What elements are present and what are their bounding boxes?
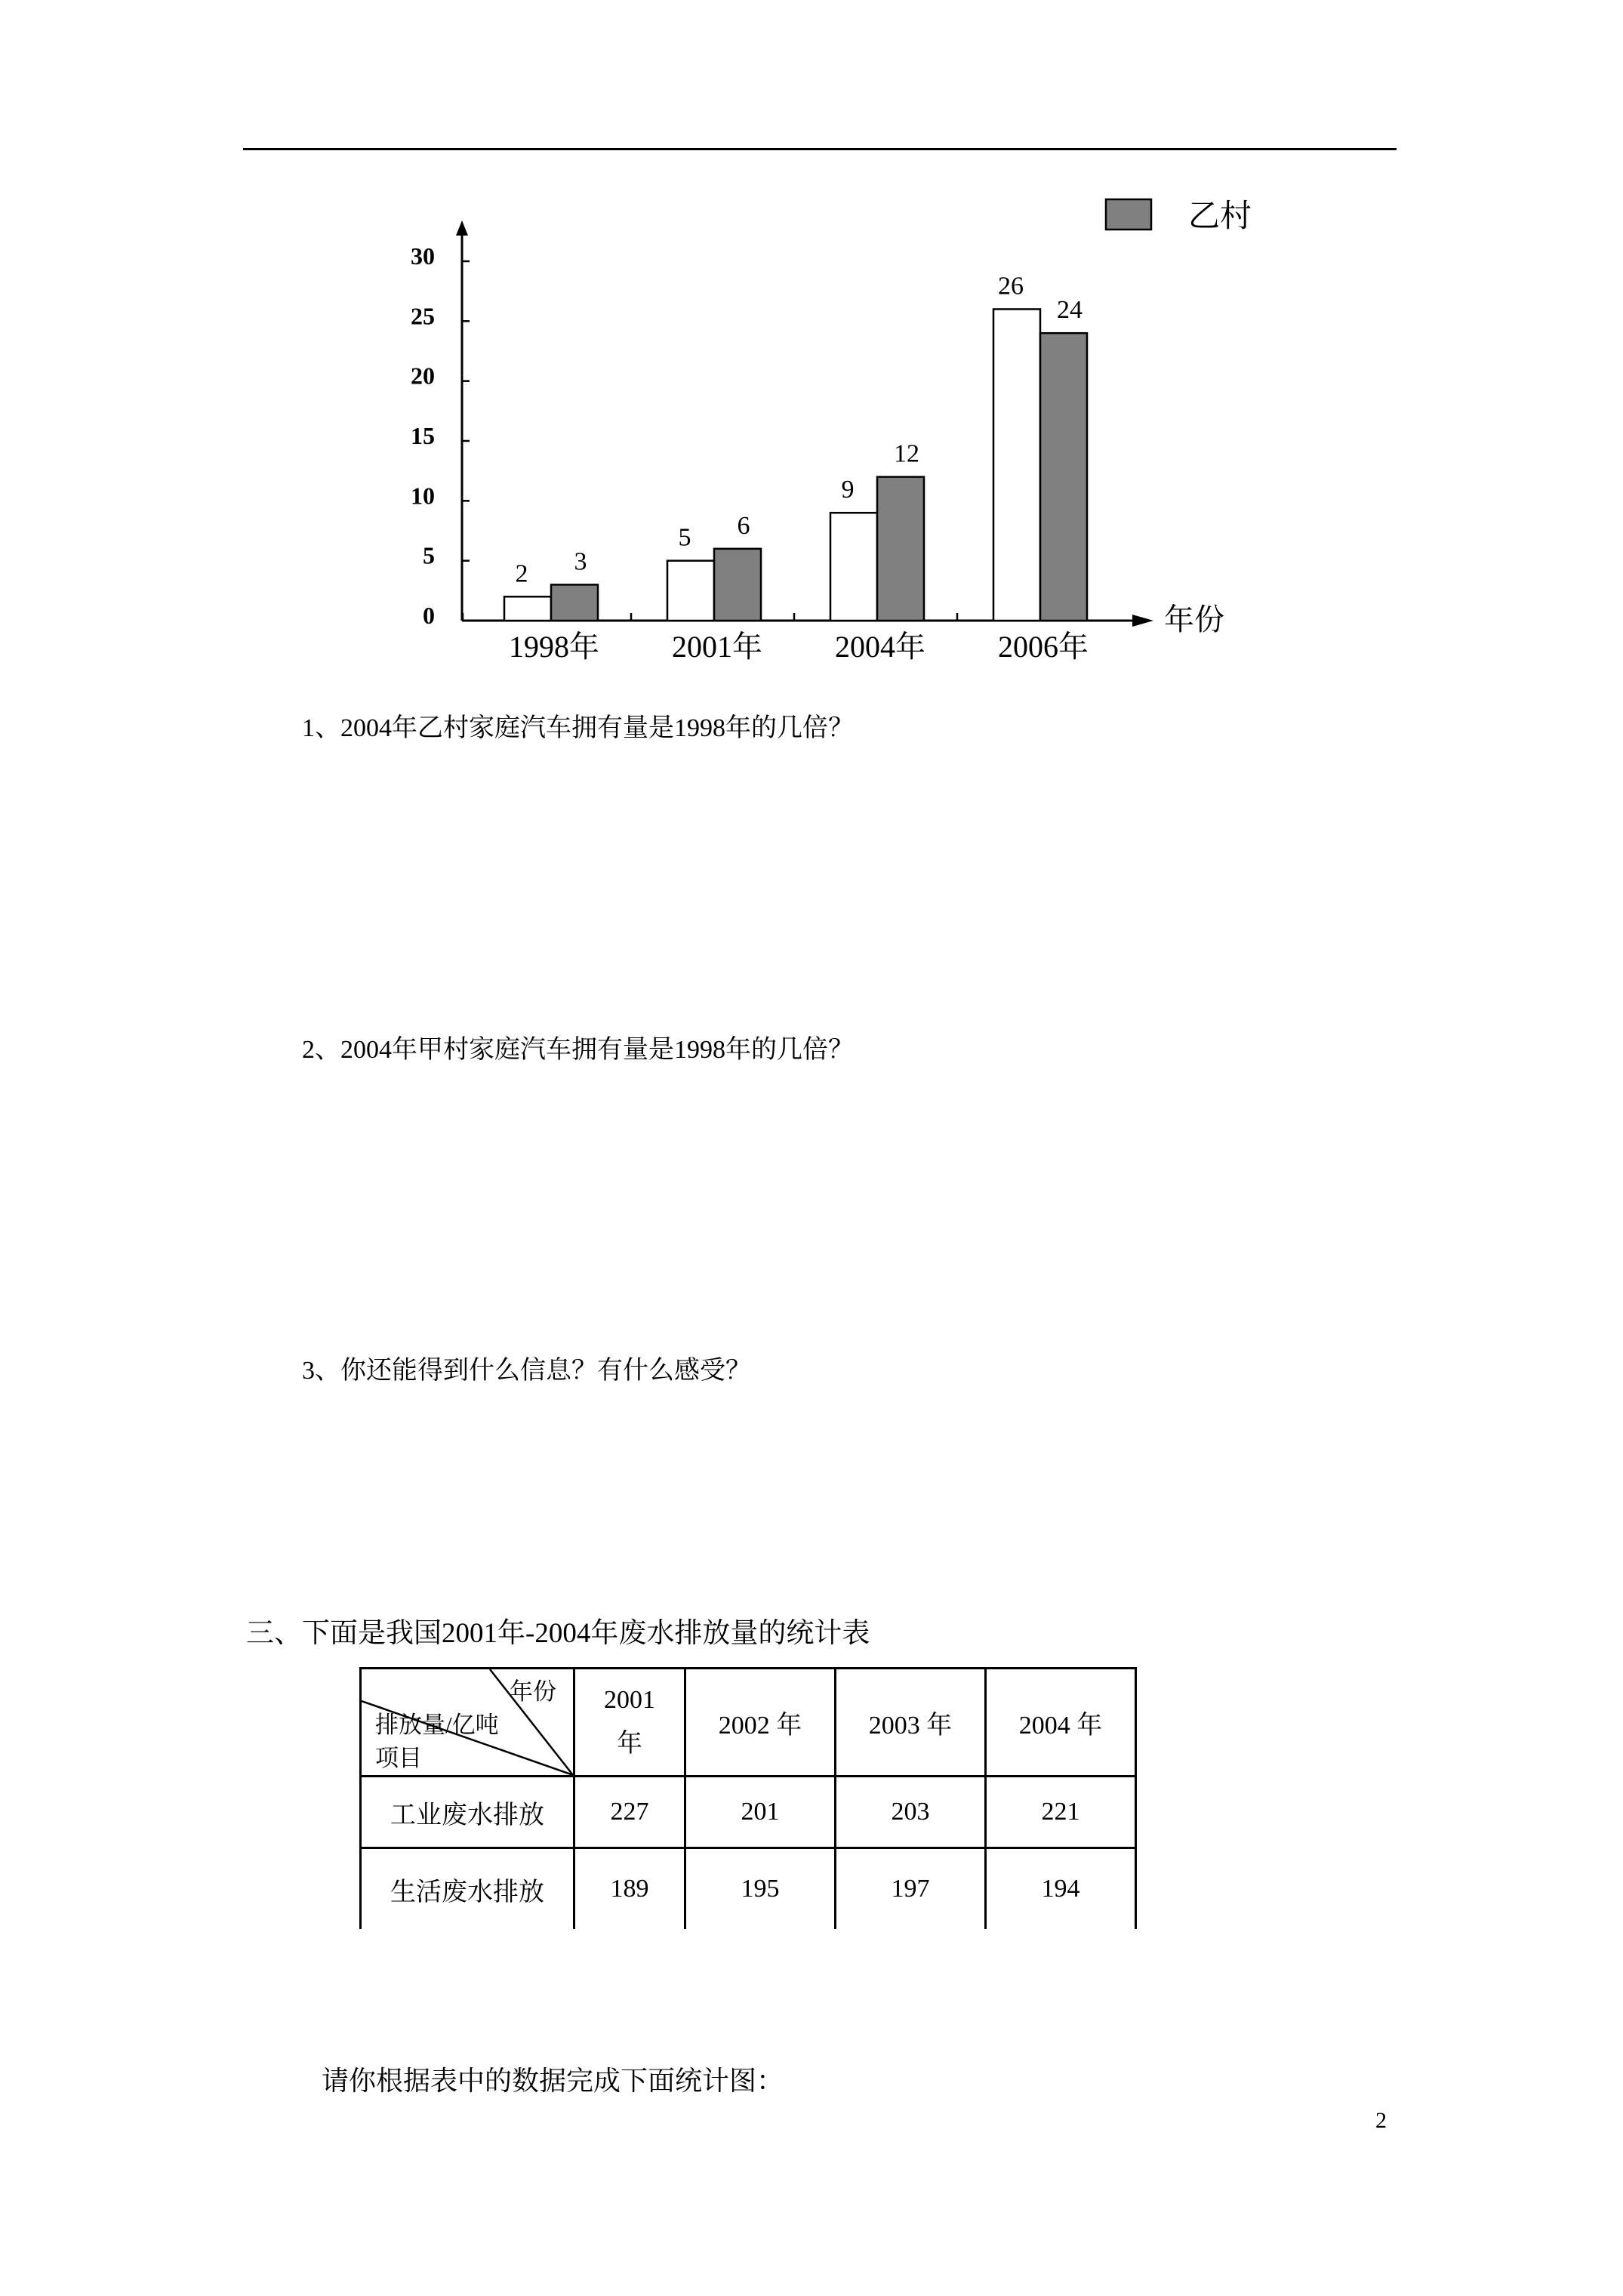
table-cell: 189: [574, 1848, 685, 1930]
x-category-label: 2006年: [998, 630, 1089, 664]
bar-village-b: [551, 584, 598, 621]
bar-value-label: 5: [678, 523, 691, 552]
x-axis-arrow: [1132, 615, 1153, 627]
table-header-row: [361, 1669, 1136, 1777]
corner-item-label: 项目: [375, 1745, 422, 1771]
header-2001-number: 2001: [604, 1686, 655, 1714]
bar-value-label: 2: [515, 559, 528, 588]
table-cell: 195: [685, 1848, 836, 1930]
y-axis-arrow: [456, 220, 468, 236]
table-header-2002: 2002 年: [685, 1669, 836, 1777]
bar-village-a: [667, 561, 714, 621]
x-axis-label: 年份: [1164, 603, 1224, 636]
y-tick-label: 25: [411, 302, 435, 330]
bar-village-b: [1040, 333, 1087, 621]
bar-value-label: 9: [841, 476, 855, 504]
question-3: 3、你还能得到什么信息？有什么感受？: [302, 1357, 751, 1385]
bar-value-label: 26: [998, 272, 1024, 300]
x-category-label: 1998年: [509, 630, 599, 664]
bar-village-a: [993, 309, 1040, 621]
bar-village-b: [877, 477, 924, 621]
table-cell: 203: [836, 1777, 986, 1848]
corner-amount-label: 排放量/亿吨: [375, 1712, 499, 1738]
row-label: 生活废水排放: [361, 1848, 574, 1930]
bar-value-label: 3: [574, 547, 587, 576]
page-number: 2: [1375, 2108, 1387, 2133]
table-cell: 197: [836, 1848, 986, 1930]
table-corner-cell: [361, 1669, 574, 1777]
x-category-label: 2004年: [835, 630, 925, 664]
table-cell: 227: [574, 1777, 685, 1848]
header-2001-unit: 年: [617, 1730, 642, 1758]
header-rule: [243, 148, 1397, 150]
table-cell: 201: [685, 1777, 836, 1848]
question-2: 2、2004年甲村家庭汽车拥有量是1998年的几倍？: [302, 1036, 854, 1064]
bar-village-a: [830, 513, 877, 621]
table-header-2003: 2003 年: [836, 1669, 986, 1777]
question-1: 1、2004年乙村家庭汽车拥有量是1998年的几倍？: [302, 714, 854, 742]
bar-value-label: 24: [1057, 296, 1083, 325]
y-tick-label: 5: [423, 541, 435, 569]
table-row-domestic: [361, 1848, 1136, 1930]
y-tick-label: 0: [423, 602, 435, 629]
corner-year-label: 年份: [510, 1678, 556, 1705]
bar-chart: [362, 181, 1298, 680]
legend-swatch: [1106, 199, 1151, 230]
legend-label: 乙村: [1188, 199, 1252, 234]
x-category-label: 2001年: [672, 630, 762, 664]
bar-value-label: 12: [894, 439, 919, 468]
y-tick-label: 10: [411, 482, 435, 510]
section-3-title: 三、下面是我国2001年-2004年废水排放量的统计表: [246, 1618, 870, 1649]
y-tick-label: 20: [411, 362, 435, 390]
table-header-2004: 2004 年: [986, 1669, 1136, 1777]
bar-value-label: 6: [737, 511, 750, 540]
table-row-industrial: [361, 1777, 1136, 1848]
y-tick-label: 15: [411, 422, 435, 449]
table-cell: 194: [986, 1848, 1136, 1930]
bar-village-a: [504, 596, 551, 621]
row-label: 工业废水排放: [361, 1777, 574, 1848]
chart-instruction: 请你根据表中的数据完成下面统计图：: [322, 2066, 784, 2096]
table-header-2001: [574, 1669, 685, 1777]
wastewater-table: [359, 1667, 1137, 1929]
bar-village-b: [714, 549, 761, 621]
y-tick-label: 30: [411, 242, 435, 270]
table-cell: 221: [986, 1777, 1136, 1848]
